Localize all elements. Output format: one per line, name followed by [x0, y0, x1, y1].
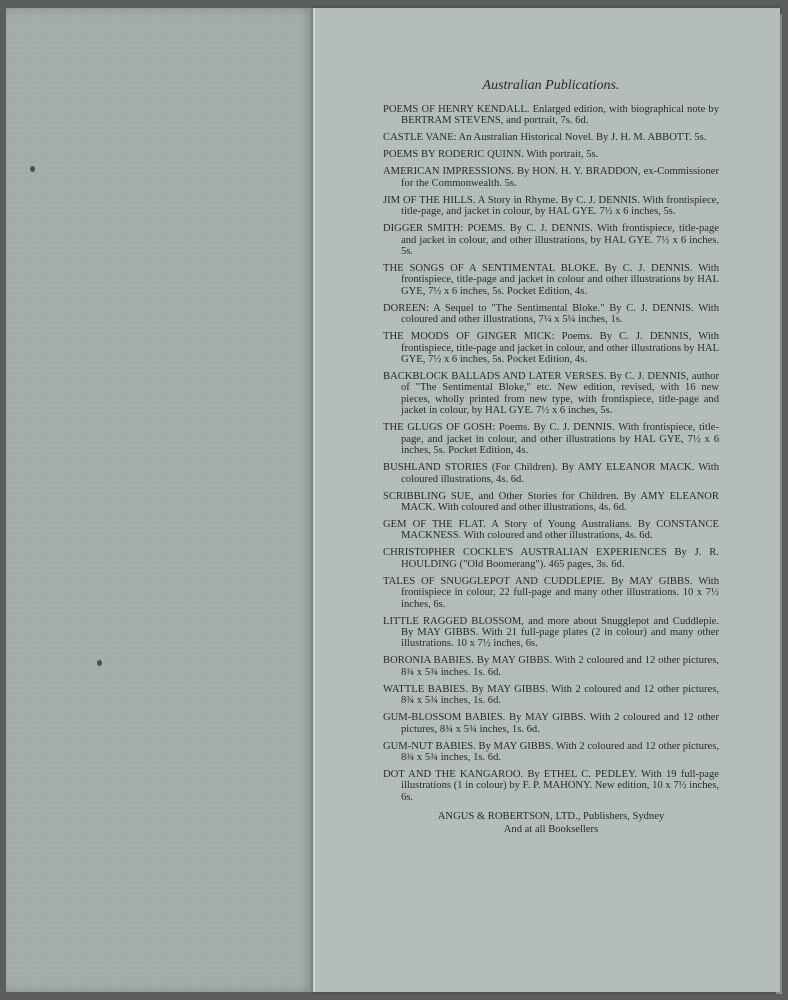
list-item: DOREEN: A Sequel to "The Sentimental Bloke." By C. J. DENNIS. With coloured and other illustrations, 7¼ x 5¼ inches, 1s. [383, 302, 719, 326]
list-item: DIGGER SMITH: POEMS. By C. J. DENNIS. With frontispiece, title-page and jacket in colour, and other illustrations, by HAL GYE. 7½ x 6 inches. 5s. [383, 223, 719, 258]
list-item: POEMS OF HENRY KENDALL. Enlarged edition, with biographical note by BERTRAM STEVENS, and portrait, 7s. 6d. [383, 104, 719, 127]
list-item: JIM OF THE HILLS. A Story in Rhyme. By C. J. DENNIS. With frontispiece, title-page, and jacket in colour, by HAL GYE. 7½ x 6 inches, 5s. [383, 194, 719, 218]
page-heading: Australian Publications. [482, 78, 620, 93]
list-item: DOT AND THE KANGAROO. By ETHEL C. PEDLEY. With 19 full-page illustrations (1 in colour) by F. P. MAHONY. New edition, 10 x 7½ inches, 6s. [383, 768, 719, 803]
paper-spot [30, 166, 35, 172]
list-item: AMERICAN IMPRESSIONS. By HON. H. Y. BRADDON, ex-Commissioner for the Commonwealth. 5s. [383, 166, 719, 189]
advertisement-page [313, 8, 780, 992]
list-item: GUM-NUT BABIES. By MAY GIBBS. With 2 coloured and 12 other pictures, 8¾ x 5¾ inches, 1s. 6d. [383, 740, 719, 763]
list-item: THE MOODS OF GINGER MICK: Poems. By C. J. DENNIS, With frontispiece, title-page and jacket in colour, and other illustrations by HAL GYE, 7½ x 6 inches, 5s. Pocket Edition, 4s. [383, 331, 719, 366]
list-item: BORONIA BABIES. By MAY GIBBS. With 2 coloured and 12 other pictures, 8¾ x 5¾ inches. 1s. 6d. [383, 655, 719, 678]
inside-cover-board [6, 8, 314, 992]
publication-list [383, 78, 719, 836]
list-item: POEMS BY RODERIC QUINN. With portrait, 5s. [383, 149, 599, 161]
list-item: LITTLE RAGGED BLOSSOM, and more about Snugglepot and Cuddlepie. By MAY GIBBS. With 21 full-page plates (2 in colour) and many other illustrations. 10 x 7½ inches, 6s. [383, 615, 719, 650]
publisher-name: ANGUS & ROBERTSON, LTD., Publishers, Sydney [437, 811, 665, 823]
list-item: BACKBLOCK BALLADS AND LATER VERSES. By C. J. DENNIS, author of "The Sentimental Bloke," etc. New edition, revised, with 16 new pieces, wholly printed from new type, with frontispiece, title-page and jacket in colour, by HAL GYE. 7½ x 6 inches, 5s. [383, 371, 719, 417]
publisher-imprint [383, 811, 719, 836]
list-item: CASTLE VANE: An Australian Historical Novel. By J. H. M. ABBOTT. 5s. [383, 132, 707, 144]
list-item: CHRISTOPHER COCKLE'S AUSTRALIAN EXPERIENCES By J. R. HOULDING ("Old Boomerang"). 465 pages, 3s. 6d. [383, 547, 719, 570]
paper-spot [97, 660, 102, 666]
list-item: GUM-BLOSSOM BABIES. By MAY GIBBS. With 2 coloured and 12 other pictures, 8¾ x 5¾ inches, 1s. 6d. [383, 712, 719, 735]
booksellers-line: And at all Booksellers [503, 823, 599, 835]
list-item: WATTLE BABIES. By MAY GIBBS. With 2 coloured and 12 other pictures, 8¾ x 5¾ inches, 1s. 6d. [383, 683, 719, 707]
list-item: GEM OF THE FLAT. A Story of Young Australians. By CONSTANCE MACKNESS. With coloured and other illustrations, 4s. 6d. [383, 518, 719, 542]
list-item: THE GLUGS OF GOSH: Poems. By C. J. DENNIS. With frontispiece, title-page, and jacket in colour, and other illustrations by HAL GYE, 7½ x 6 inches, 5s. Pocket Edition, 4s. [383, 422, 719, 457]
list-item: BUSHLAND STORIES (For Children). By AMY ELEANOR MACK. With coloured illustrations, 4s. 6d. [383, 462, 719, 485]
list-item: THE SONGS OF A SENTIMENTAL BLOKE. By C. J. DENNIS. With frontispiece, title-page and jacket in colour and other illustrations by HAL GYE, 7½ x 6 inches, 5s. Pocket Edition, 4s. [383, 263, 719, 297]
list-item: TALES OF SNUGGLEPOT AND CUDDLEPIE. By MAY GIBBS. With frontispiece in colour, 22 full-page and many other illustrations. 10 x 7½ inches, 6s. [383, 575, 719, 610]
list-item: SCRIBBLING SUE, and Other Stories for Children. By AMY ELEANOR MACK. With coloured and other illustrations, 4s. 6d. [383, 490, 719, 513]
